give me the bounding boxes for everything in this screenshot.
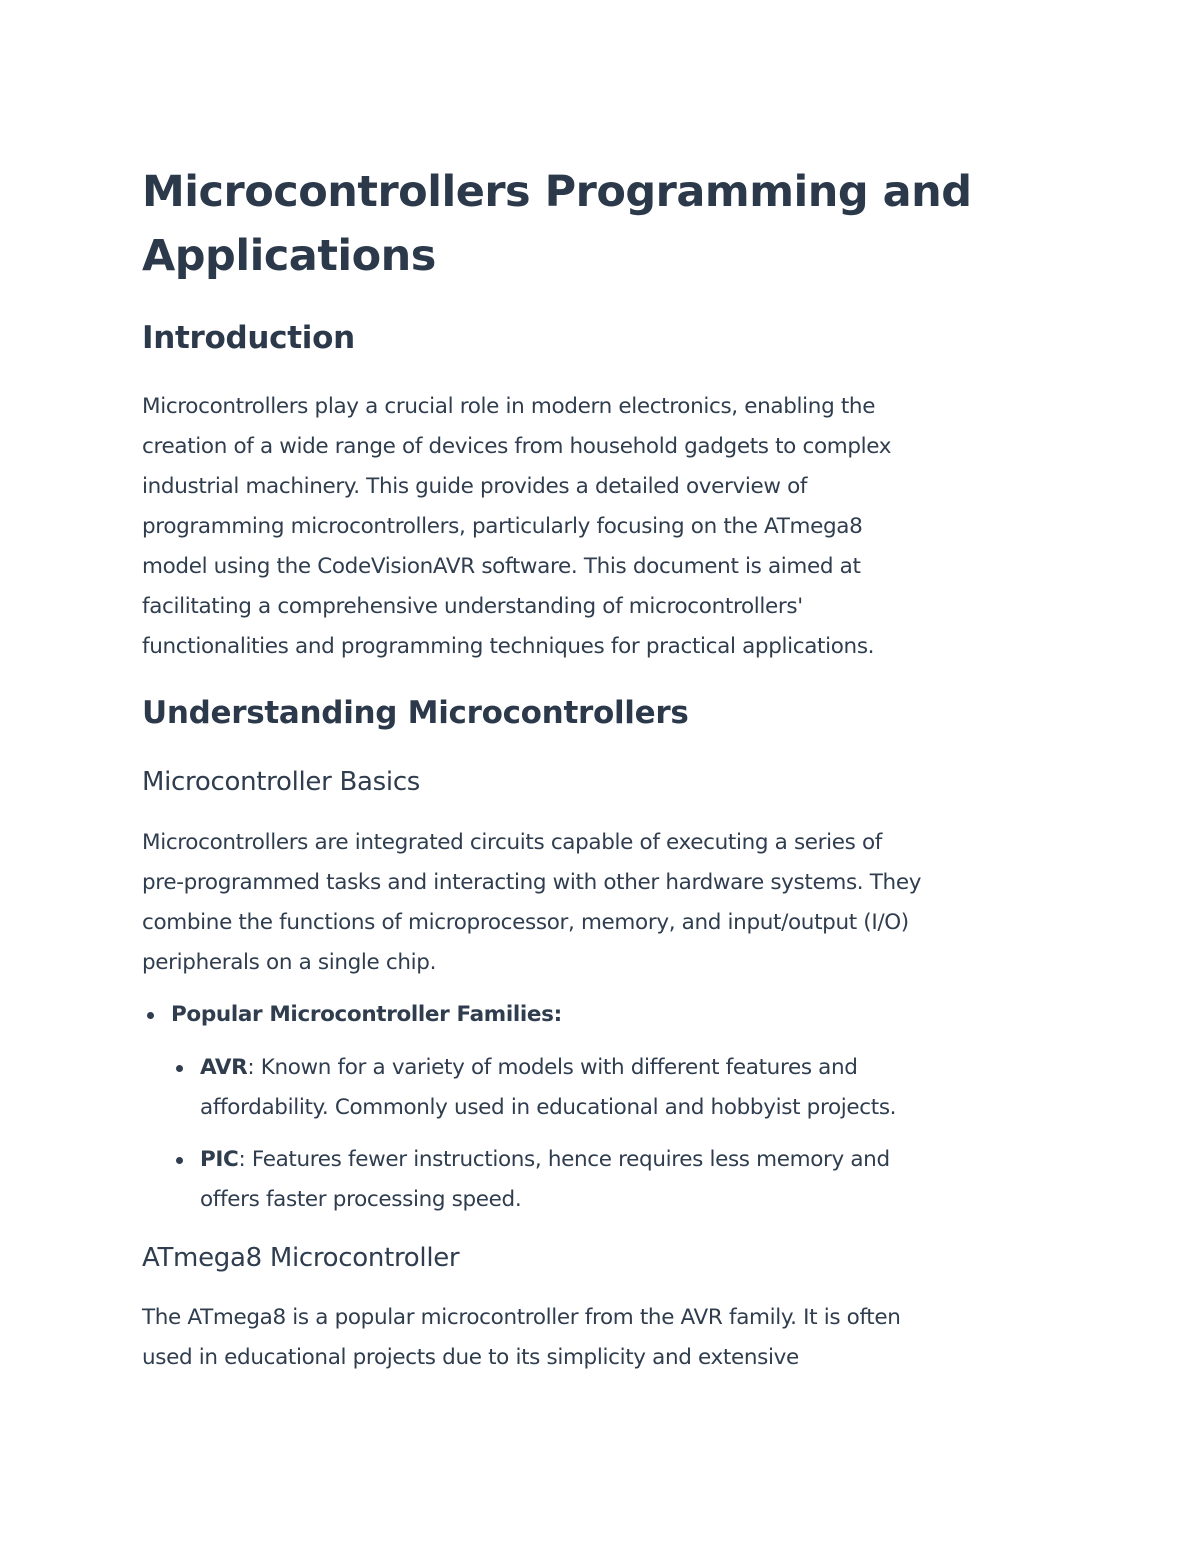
paragraph-line: industrial machinery. This guide provides a detailed overview of bbox=[142, 474, 808, 499]
list-item-line bbox=[200, 1140, 890, 1180]
atmega8-paragraph bbox=[142, 1298, 901, 1378]
list-item-families bbox=[171, 995, 562, 1035]
paragraph-line: The ATmega8 is a popular microcontroller from the AVR family. It is often bbox=[142, 1305, 901, 1330]
list-item-avr bbox=[200, 1048, 896, 1128]
paragraph-line: programming microcontrollers, particularly focusing on the ATmega8 bbox=[142, 514, 863, 539]
bullet-icon bbox=[176, 1065, 183, 1072]
paragraph-line: Microcontrollers play a crucial role in modern electronics, enabling the bbox=[142, 394, 876, 419]
document-title bbox=[142, 160, 1042, 288]
family-name: AVR bbox=[200, 1055, 248, 1080]
paragraph-line: used in educational projects due to its simplicity and extensive bbox=[142, 1345, 799, 1370]
paragraph-line: Microcontrollers are integrated circuits capable of executing a series of bbox=[142, 830, 883, 855]
introduction-paragraph bbox=[142, 387, 891, 667]
paragraph-line: combine the functions of microprocessor, memory, and input/output (I/O) bbox=[142, 910, 909, 935]
list-item-line bbox=[200, 1048, 896, 1088]
paragraph-line: peripherals on a single chip. bbox=[142, 950, 437, 975]
paragraph-line: pre-programmed tasks and interacting with other hardware systems. They bbox=[142, 870, 922, 895]
bullet-icon bbox=[176, 1157, 183, 1164]
understanding-heading: Understanding Microcontrollers bbox=[142, 695, 689, 731]
paragraph-line: functionalities and programming techniques for practical applications. bbox=[142, 634, 875, 659]
paragraph-line: model using the CodeVisionAVR software. This document is aimed at bbox=[142, 554, 861, 579]
families-label: Popular Microcontroller Families: bbox=[171, 1002, 562, 1027]
list-item-pic bbox=[200, 1140, 890, 1220]
family-description: : Known for a variety of models with different features and bbox=[247, 1055, 858, 1080]
list-item-line: offers faster processing speed. bbox=[200, 1187, 522, 1212]
paragraph-line: creation of a wide range of devices from household gadgets to complex bbox=[142, 434, 892, 459]
introduction-heading: Introduction bbox=[142, 320, 355, 356]
title-line-1: Microcontrollers Programming and bbox=[142, 167, 972, 217]
family-name: PIC bbox=[200, 1147, 239, 1172]
paragraph-line: facilitating a comprehensive understanding of microcontrollers' bbox=[142, 594, 803, 619]
basics-heading: Microcontroller Basics bbox=[142, 767, 421, 797]
list-item-line: affordability. Commonly used in educational and hobbyist projects. bbox=[200, 1095, 897, 1120]
basics-paragraph bbox=[142, 823, 921, 983]
bullet-icon bbox=[147, 1012, 154, 1019]
title-line-2: Applications bbox=[142, 231, 436, 281]
family-description: : Features fewer instructions, hence requires less memory and bbox=[238, 1147, 890, 1172]
atmega8-heading: ATmega8 Microcontroller bbox=[142, 1243, 460, 1273]
